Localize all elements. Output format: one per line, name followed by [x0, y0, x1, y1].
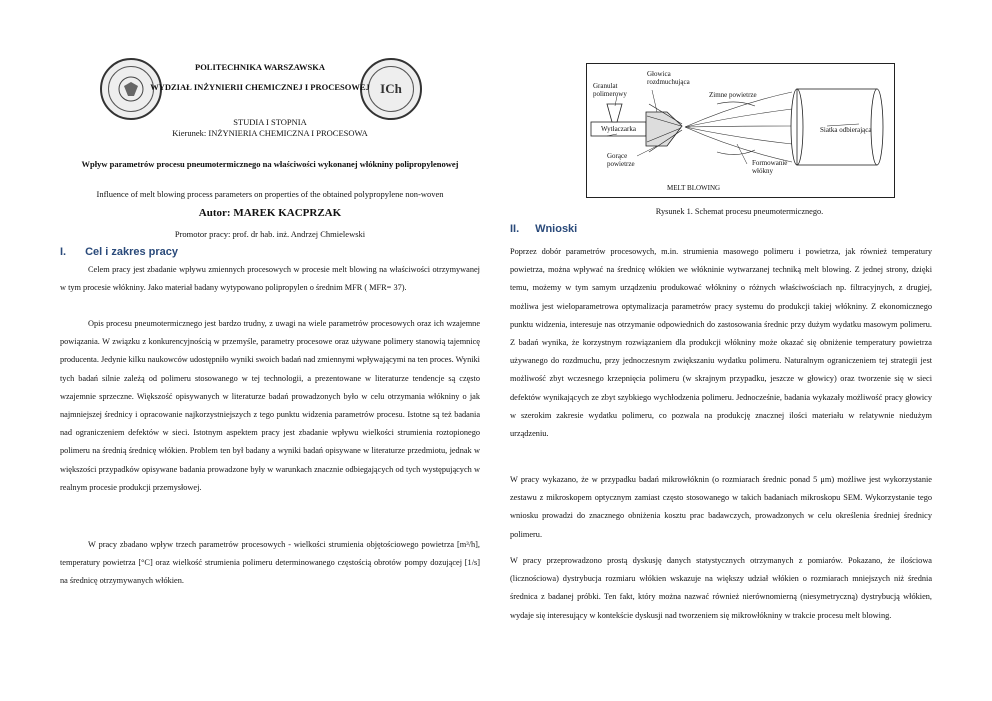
study-level: STUDIA I STOPNIA	[233, 117, 307, 127]
faculty-name: WYDZIAŁ INŻYNIERII CHEMICZNEJ I PROCESOWEJ	[150, 82, 370, 92]
study-program: Kierunek: INŻYNIERIA CHEMICZNA I PROCESOWA	[172, 128, 368, 138]
paragraph	[60, 315, 480, 497]
label-melt-blowing: MELT BLOWING	[667, 184, 721, 192]
seal-inner-ring	[108, 66, 154, 112]
label-granulat: Granulat polimerowy	[593, 82, 627, 98]
section-number: II.	[510, 223, 520, 235]
paragraph	[510, 552, 932, 625]
faculty-logo-text: ICh	[368, 66, 414, 112]
promotor: Promotor pracy: prof. dr hab. inż. Andrzej Chmielewski	[174, 229, 366, 239]
paragraph	[510, 471, 932, 544]
paragraph-text: Opis procesu pneumotermicznego jest bardzo trudny, z uwagi na wiele parametrów procesowych oraz ich wzajemne powiązania. W związku z konkurencyjnością w przemyśle, parametry procesowe oraz używane polimery stanowią tajemnicę producenta. Jedynie kilku naukowców udostępniło wyniki swoich badań nad zmiennymi wpływającymi na ten proces. Wyniki tych badań silnie zależą od polimeru stosowanego w tej technologii, a prezentowane w literaturze tendencje są często wzajemnie sprzeczne. Większość opisywanych w literaturze badań prowadzonych było w celu otrzymania włókniny o jak najmniejszej średnicy i opracowanie najkorzystniejszych z tego punktu widzenia parametrów procesu. Istotne są też badania nad ograniczeniem defektów w sieci. Istotnym aspektem pracy jest zbadanie wpływu wielkości strumienia roztopionego polimeru na średnią średnicę włókien. Problem ten był badany a wyniki badań opisywane w literaturze przedmiotu, jednak w większości przypadków opisywane badania prowadzone były w warunkach znacznie odbiegających od tych występujących w realnym procesie produkcji przemysłowej.	[60, 319, 480, 492]
study-level-block	[60, 117, 480, 139]
paragraph-text: W pracy zbadano wpływ trzech parametrów procesowych - wielkości strumienia objętościowego powietrza [m³/h], temperatury powietrza [°C] oraz wielkość strumienia polimeru determinowanego częstością obrotów pompy dozującej [1/s] na średnicę otrzymywanych włókien.	[60, 540, 480, 586]
label-wytlaczarka: Wytłaczarka	[601, 125, 636, 133]
section-title: Wnioski	[535, 223, 578, 235]
paragraph	[510, 243, 932, 443]
label-zimne-powietrze: Zimne powietrze	[709, 91, 757, 99]
section-number: I.	[60, 246, 67, 258]
paragraph	[60, 261, 480, 297]
section-heading-2	[510, 223, 577, 235]
university-name: POLITECHNIKA WARSZAWSKA	[195, 62, 325, 72]
label-siatka: Siatka odbierająca	[820, 126, 872, 134]
label-glowica: Głowica rozdmuchująca	[647, 70, 690, 86]
paragraph-text: Poprzez dobór parametrów procesowych, m.in. strumienia masowego polimeru i powietrza, jak również temperatury powietrza, można wpływać na średnicę włókien we włókninie wytwarzanej techniką melt blowing. Z jednej strony, dzięki temu, możemy w tym samym urządzeniu produkować włókniny o różnych właściwościach np. filtracyjnych, z drugiej, możliwa jest wieloparametrowa optymalizacja parametrów pracy systemu do produkcji takiej włókniny. Z ekonomicznego punktu widzenia, interesuje nas otrzymanie odpowiednich do zastosowania średnic przy dużym wydatku masowym polimeru. Z badań wynika, że korzystnym rozwiązaniem dla produkcji włókniny może okazać się obniżenie temperatury powietrza używanego do rozdmuchu, przy jednoczesnym zwiększaniu wydatku polimeru. Naturalnym ograniczeniem tej strategii jest możliwość zbyt wczesnego krzepnięcia polimeru (w skrajnym przypadku, jeszcze w głowicy) oraz tworzenie się w sieci defektów wynikających ze zbyt szybkiego wychłodzenia polimeru. Jednocześnie, badania wykazały możliwość pracy głowicy w szerokim zakresie wydatku polimeru, co pozwala na produkcję znacznej ilości materiału w relatywnie niedużym urządzeniu.	[510, 247, 932, 439]
author: Autor: MAREK KACPRZAK	[198, 207, 342, 219]
paragraph	[60, 536, 480, 591]
label-formowanie: Formowanie włókny	[752, 159, 788, 175]
title-english: Influence of melt blowing process parameters on properties of the obtained polypropylene non-woven	[96, 189, 444, 199]
paragraph-text: Celem pracy jest zbadanie wpływu zmiennych procesowych w procesie melt blowing na właściwości otrzymywanej w tym procesie włókniny. Jako materiał badany wytypowano polipropylen o średnim MFR ( MFR= 37).	[60, 265, 480, 293]
paragraph-text: W pracy przeprowadzono prostą dyskusję danych statystycznych otrzymanych z pomiarów. Pokazano, że ilościowa (licznościowa) dystrybucja rozmiaru włókien wskazuje na większy udział włókien o rozmiarach mniejszych niż średnia średnica z badanej próbki. Ten fakt, który można nazwać również nierównomierną (niesymetryczną) dystrybucją włókien, wydaje się interesujący w kontekście dyskusji nad tworzeniem się mikrowłókniny w trakcie procesu melt blowing.	[510, 556, 932, 620]
section-title: Cel i zakres pracy	[85, 246, 179, 258]
eagle-icon	[116, 74, 146, 104]
section-heading-1	[60, 246, 178, 258]
label-gorace-powietrze: Gorące powietrze	[607, 152, 635, 168]
paragraph-text: W pracy wykazano, że w przypadku badań mikrowłóknin (o rozmiarach średnic ponad 5 μm) możliwe jest wykorzystanie zestawu z mikroskopem optycznym zamiast często stosowanego w takich badaniach mikroskopu SEM. Wykorzystanie tego wniosku prowadzi do znacznego obniżenia kosztu prac badawczych, prowadzonych w celu określenia średniej średnicy polimeru.	[510, 475, 932, 539]
process-diagram-figure	[586, 63, 895, 198]
figure-caption: Rysunek 1. Schemat procesu pneumotermicznego.	[655, 207, 824, 216]
title-polish: Wpływ parametrów procesu pneumotermicznego na właściwości wykonanej włókniny polipropylenowej	[81, 159, 459, 169]
